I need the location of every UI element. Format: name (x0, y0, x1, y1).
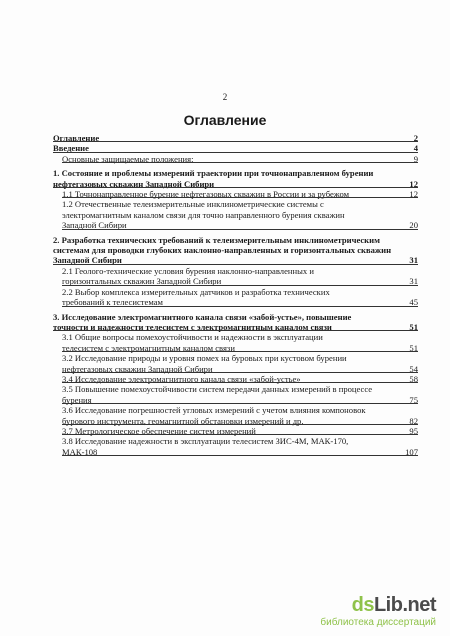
toc-page-number: 51 (409, 321, 418, 332)
toc-entry-text: телесистем с электромагнитным каналом связи (62, 342, 235, 353)
toc-entry (53, 189, 418, 199)
toc-page-number: 12 (409, 189, 418, 200)
toc-entry-text: 3.7 Метрологическое обеспечение систем измерений (62, 425, 256, 436)
toc-entry-text: 2.2 Выбор комплекса измерительных датчиков и разработка технических (62, 286, 330, 297)
toc-page-number: 51 (409, 342, 418, 353)
watermark-caption: библиотека диссертаций (320, 617, 436, 628)
toc-leader-line (62, 455, 418, 456)
toc-page-number: 31 (409, 276, 418, 287)
toc-leader-line (62, 285, 418, 286)
toc-entry-text: 3. Исследование электромагнитного канала связи «забой-устье», повышение (53, 311, 352, 322)
toc-entry-text: Оглавление (53, 133, 100, 143)
toc-entry (53, 426, 418, 436)
toc-entry-text: Западной Сибири (62, 220, 127, 231)
toc-leader-line (62, 403, 418, 404)
toc-entry (53, 143, 418, 153)
toc-entry (53, 133, 418, 143)
toc-entry (53, 168, 418, 189)
toc-leader-line (62, 306, 418, 307)
logo-ds: ds (351, 594, 374, 616)
toc-entry-text: нефтегазовых скважин Западной Сибири (62, 363, 213, 374)
toc-leader-line (62, 382, 418, 383)
toc-entry-text: 3.6 Исследование погрешностей угловых измерений с учетом влияния компоновок (62, 405, 366, 416)
toc-page-number: 20 (409, 220, 418, 231)
toc-entry-text: горизонтальных скважин Западной Сибири (62, 276, 222, 287)
toc-leader-line (53, 141, 418, 142)
toc-entry (53, 266, 418, 287)
toc-entry (53, 436, 418, 457)
toc-entry (53, 199, 418, 230)
toc-entry (53, 374, 418, 384)
toc-leader-line (62, 424, 418, 425)
toc-entry-text: Западной Сибири (53, 255, 122, 266)
toc-page-number: 82 (409, 415, 418, 426)
toc-entry (53, 235, 418, 266)
toc-entry-text: 1.1 Точнонаправленное бурение нефтегазовых скважин в России и за рубежом (62, 189, 350, 200)
toc-page-number: 31 (409, 255, 418, 266)
toc-entry-text: бурения (62, 394, 92, 405)
toc-entry-text: электромагнитным каналом связи для точно направленного бурения скважин (62, 209, 345, 220)
toc-entry-text: 3.1 Общие вопросы помехоустойчивости и надежности в эксплуатации (62, 332, 323, 343)
toc-entry (53, 287, 418, 308)
dslib-logo (352, 594, 436, 616)
toc-leader-line (53, 330, 418, 331)
toc-entry-text: 3.2 Исследование природы и уровня помех на буровых при кустовом бурении (62, 353, 347, 364)
toc-page-number: 4 (413, 143, 418, 154)
toc-leader-line (53, 187, 418, 188)
toc-entry (53, 384, 418, 405)
toc-leader-line (62, 162, 418, 163)
toc-entry-text: 1.2 Отечественные телеизмерительные инклинометрические системы с (62, 199, 324, 210)
toc-page-number: 45 (409, 297, 418, 308)
toc-entry-text: бурового инструмента, геомагнитной обстановки измерений и др. (62, 415, 304, 426)
toc-entry-text: точности и надежности телесистем с электромагнитным каналом связи (53, 321, 332, 332)
page-number: 2 (222, 92, 228, 102)
toc-entry (53, 405, 418, 426)
toc-leader-line (62, 434, 418, 435)
toc-entry-text: Введение (53, 143, 89, 154)
toc-entry (53, 353, 418, 374)
toc-page-number: 107 (405, 446, 418, 457)
toc-entry-text: МАК-108 (62, 446, 98, 457)
toc-entry-text: требований к телесистемам (62, 297, 163, 308)
toc-page-number: 9 (413, 153, 418, 164)
toc-leader-line (53, 264, 418, 265)
toc-page-number: 95 (409, 425, 418, 436)
toc-entry-text: системам для проводки глубоких наклонно-направленных и горизонтальных скважин (53, 245, 392, 256)
toc-entry (53, 332, 418, 353)
toc-leader-line (62, 372, 418, 373)
toc-page-number: 54 (409, 363, 418, 374)
toc-page-number: 12 (409, 178, 418, 189)
toc-leader-line (62, 351, 418, 352)
toc-page-number: 75 (409, 394, 418, 405)
toc-entry-text: 3.8 Исследование надежности в эксплуатации телесистем ЗИС-4М, МАК-170, (62, 436, 349, 447)
toc-entry-text: 2.1 Геолого-технические условия бурения наклонно-направленных и (62, 265, 314, 276)
toc-entry (53, 154, 418, 164)
toc-page-number: 58 (409, 373, 418, 384)
toc-entry-text: 2. Разработка технических требований к телеизмерительным инклинометрическим (53, 234, 380, 245)
toc-entry-text: Основные защищаемые положения: (62, 153, 194, 164)
toc-leader-line (53, 152, 418, 153)
toc-entry-text: 3.5 Повышение помехоустойчивости систем передачи данных измерений в процессе (62, 384, 373, 395)
toc-title: Оглавление (183, 112, 267, 128)
toc-entry-text: нефтегазовых скважин Западной Сибири (53, 178, 215, 189)
toc-entry (53, 312, 418, 333)
toc-leader-line (62, 197, 418, 198)
toc-leader-line (62, 229, 418, 230)
toc-entry-text: 1. Состояние и проблемы измерений траектории при точнонаправленном бурении (53, 168, 374, 179)
dslib-watermark (286, 594, 436, 630)
table-of-contents (53, 133, 418, 457)
toc-entry-text: 3.4 Исследование электромагнитного канала связи «забой-устье» (62, 373, 301, 384)
logo-lib-net: Lib.net (373, 594, 436, 616)
toc-page-number: 2 (413, 133, 418, 143)
